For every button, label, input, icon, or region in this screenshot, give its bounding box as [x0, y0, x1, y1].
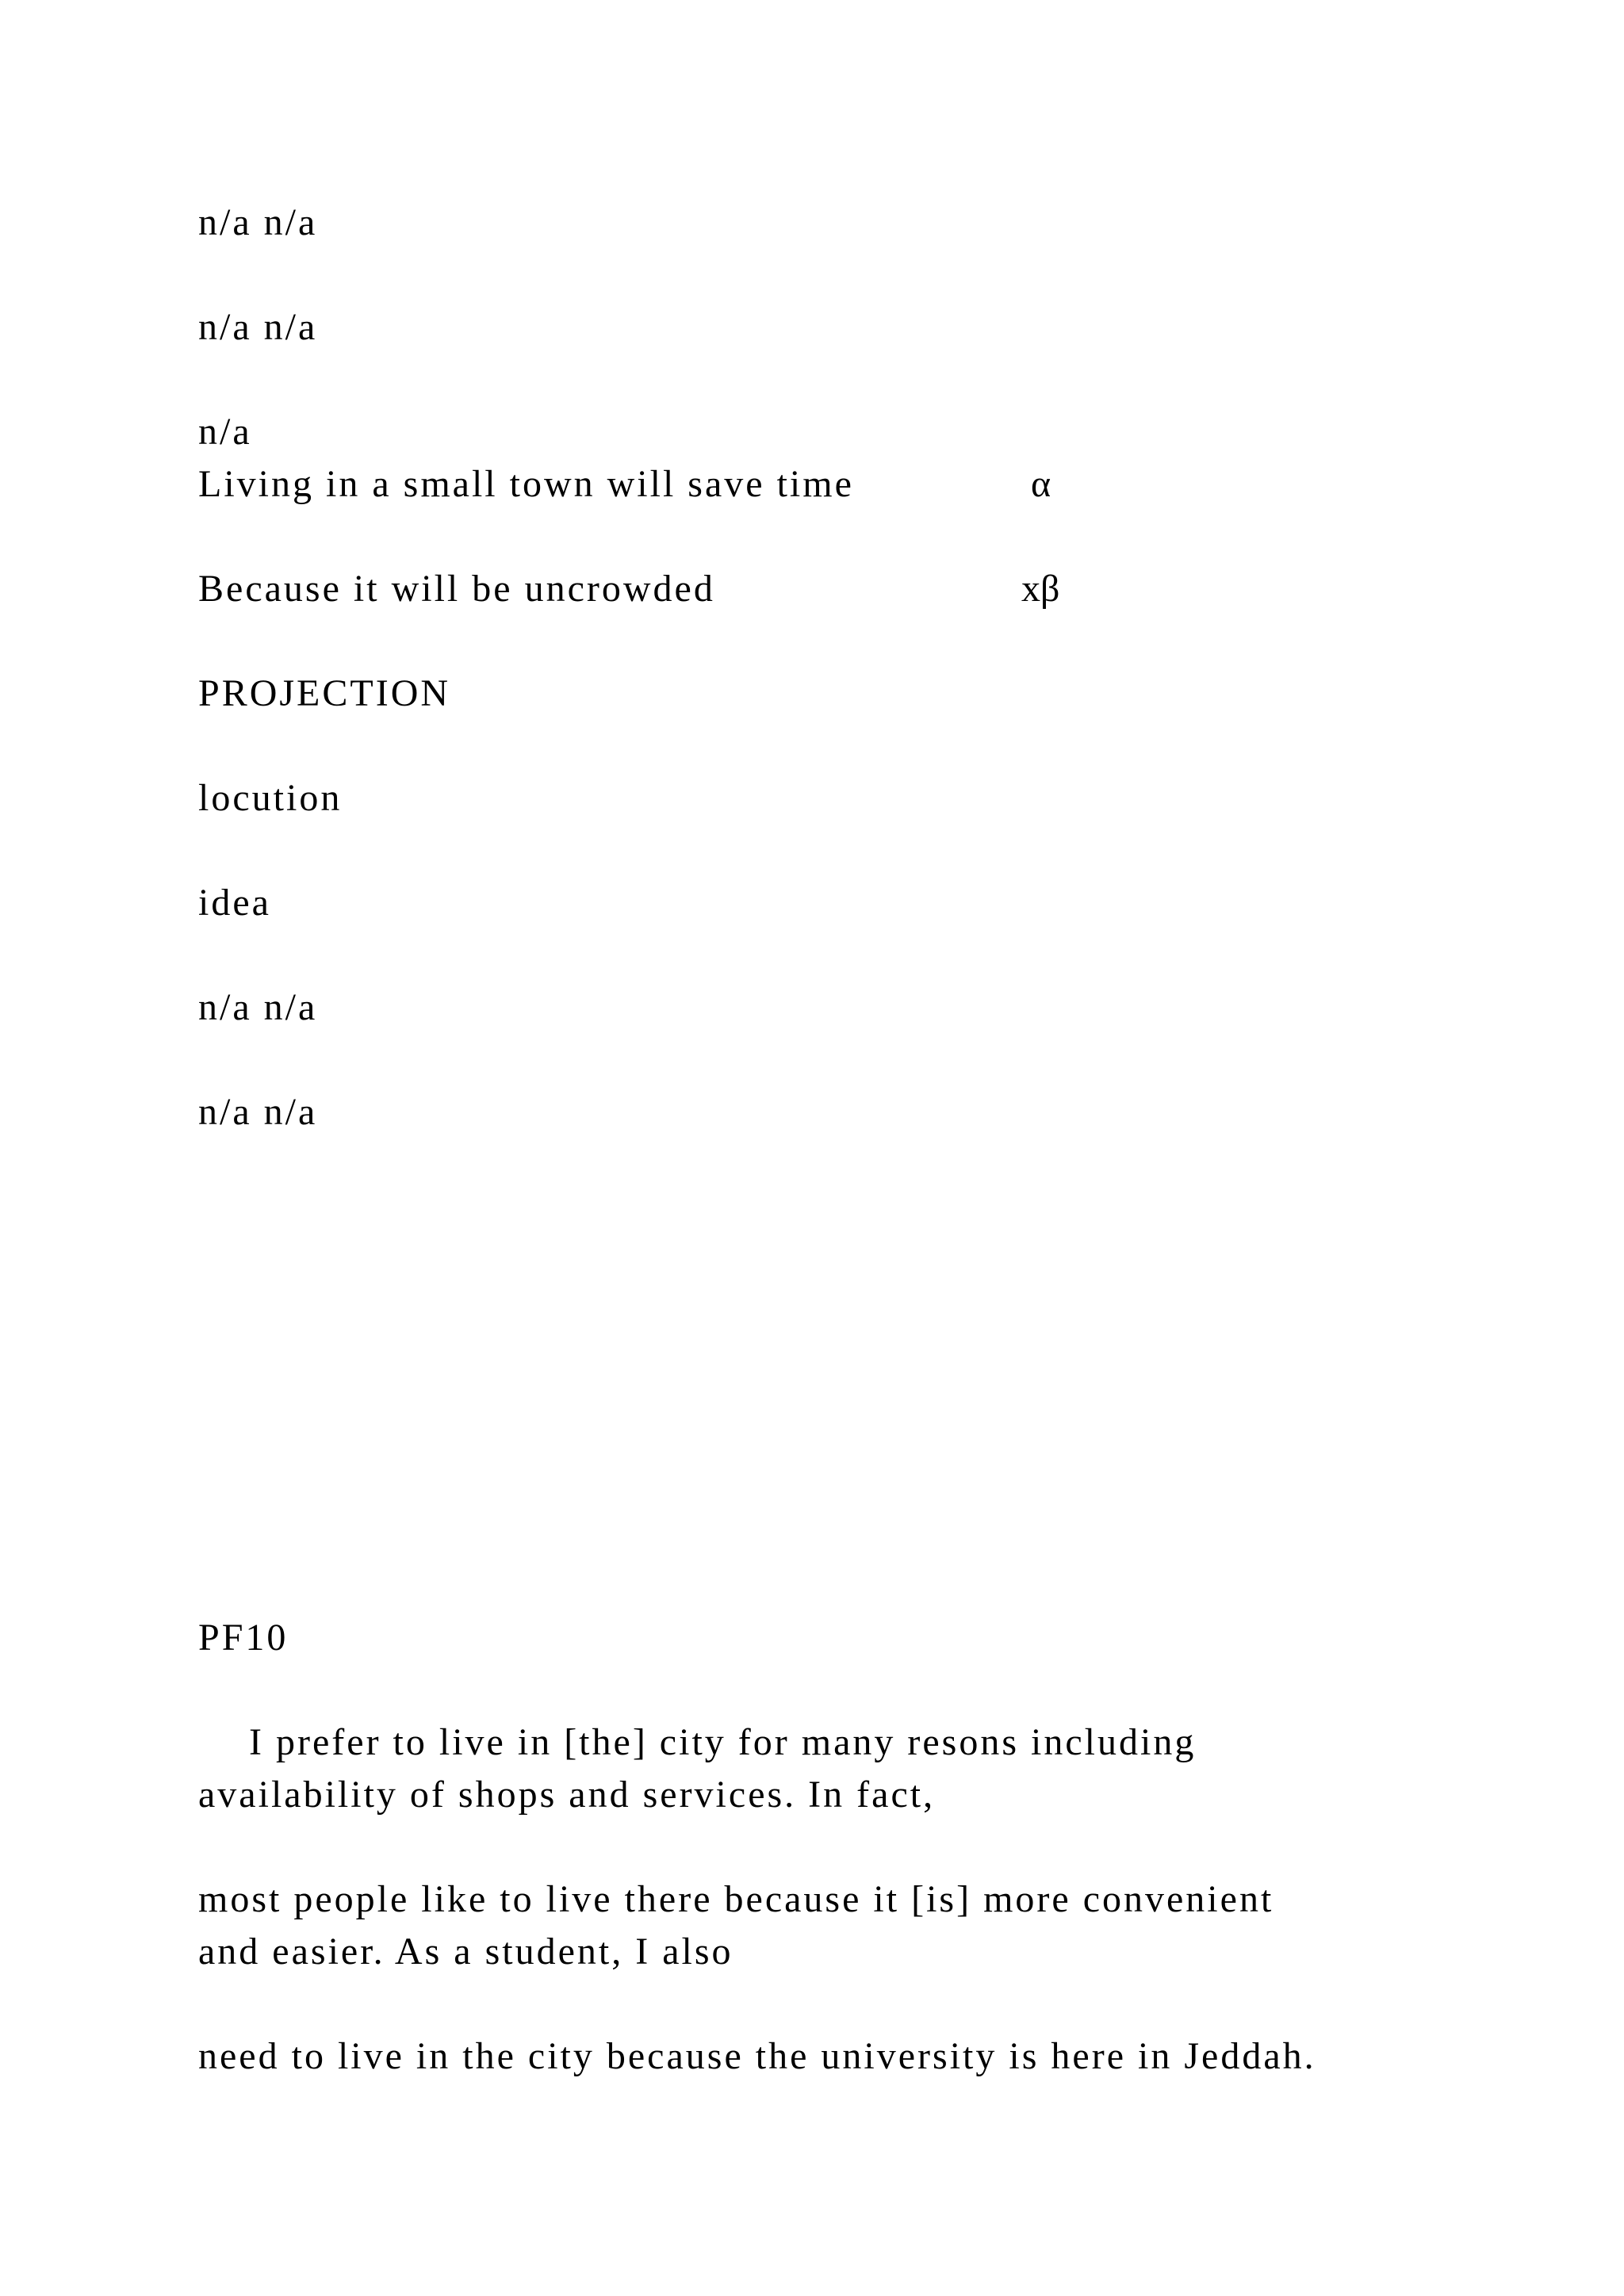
paragraph-line-2: availability of shops and services. In fact, — [198, 1774, 936, 1816]
text-line-1: n/a n/a — [198, 201, 318, 243]
text-line-3: n/a — [198, 411, 252, 453]
text-line-10: n/a n/a — [198, 1091, 318, 1133]
text-line-idea: idea — [198, 882, 271, 924]
x-beta-symbol: xβ — [1021, 568, 1060, 610]
text-line-2: n/a n/a — [198, 306, 318, 348]
paragraph-line-4: and easier. As a student, I also — [198, 1931, 733, 1973]
text-line-5: Because it will be uncrowded — [198, 568, 715, 610]
paragraph-line-5: need to live in the city because the university is here in Jeddah. — [198, 2035, 1316, 2077]
section-label-pf10: PF10 — [198, 1617, 289, 1659]
paragraph-line-3: most people like to live there because it [is] more convenient — [198, 1878, 1274, 1920]
heading-projection: PROJECTION — [198, 672, 451, 714]
paragraph-line-1: I prefer to live in [the] city for many resons including — [249, 1721, 1197, 1763]
text-line-9: n/a n/a — [198, 986, 318, 1028]
text-line-locution: locution — [198, 777, 343, 819]
text-line-4: Living in a small town will save time — [198, 463, 854, 505]
alpha-symbol: α — [1031, 463, 1051, 505]
